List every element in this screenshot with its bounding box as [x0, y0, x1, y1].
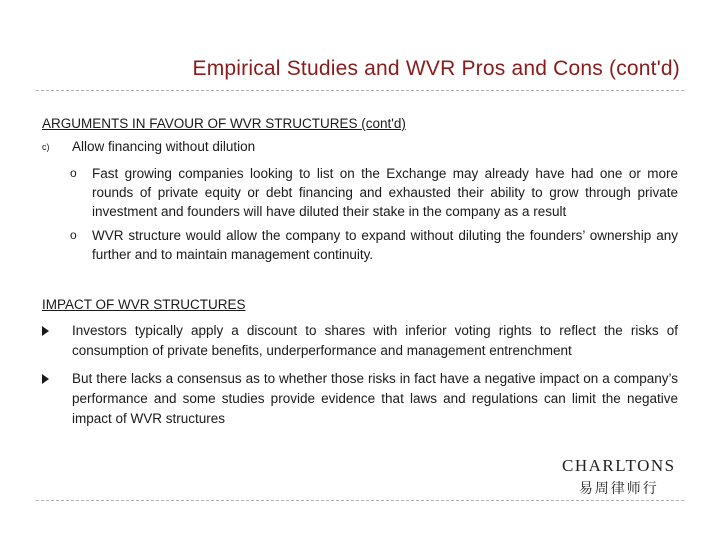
sub-point [42, 164, 678, 221]
section-heading-impact: IMPACT OF WVR STRUCTURES [42, 297, 246, 312]
bottom-divider [36, 500, 684, 501]
item-marker: c) [42, 142, 50, 152]
sub-bullet-marker: o [70, 166, 77, 180]
impact-list [42, 321, 678, 437]
arrow-bullet-icon [42, 374, 49, 384]
arrow-bullet-icon [42, 326, 49, 336]
item-c [42, 139, 678, 161]
impact-bullet-text: Investors typically apply a discount to shares with inferior voting rights to reflect the risks of consumption of private benefits, underperformance and management entrenchment [72, 323, 678, 358]
impact-bullet [42, 321, 678, 361]
sub-point [42, 226, 678, 264]
section-heading-arguments: ARGUMENTS IN FAVOUR OF WVR STRUCTURES (cont'd) [42, 116, 406, 131]
item-title: Allow financing without dilution [72, 139, 256, 154]
top-divider [36, 90, 684, 91]
impact-bullet-text: But there lacks a consensus as to whether those risks in fact have a negative impact on a company’s performance and some studies provide evidence that laws and regulations can limit the negative impact of WVR structures [72, 371, 678, 426]
logo-name-zh: 易周律师行 [578, 481, 659, 497]
logo-name-en: CHARLTONS [562, 456, 676, 475]
slide-content [42, 116, 678, 426]
impact-bullet [42, 369, 678, 429]
charltons-logo [562, 456, 676, 498]
slide-title: Empirical Studies and WVR Pros and Cons (cont'd) [192, 57, 680, 80]
sub-point-text: Fast growing companies looking to list on the Exchange may already have had one or more rounds of private equity or debt financing and exhausted their ability to grow through private investment and founders will have diluted their stake in the company as a result [92, 166, 678, 219]
sub-bullet-marker: o [70, 228, 77, 242]
sub-point-text: WVR structure would allow the company to expand without diluting the founders’ ownership any further and to maintain management continuity. [92, 228, 678, 262]
